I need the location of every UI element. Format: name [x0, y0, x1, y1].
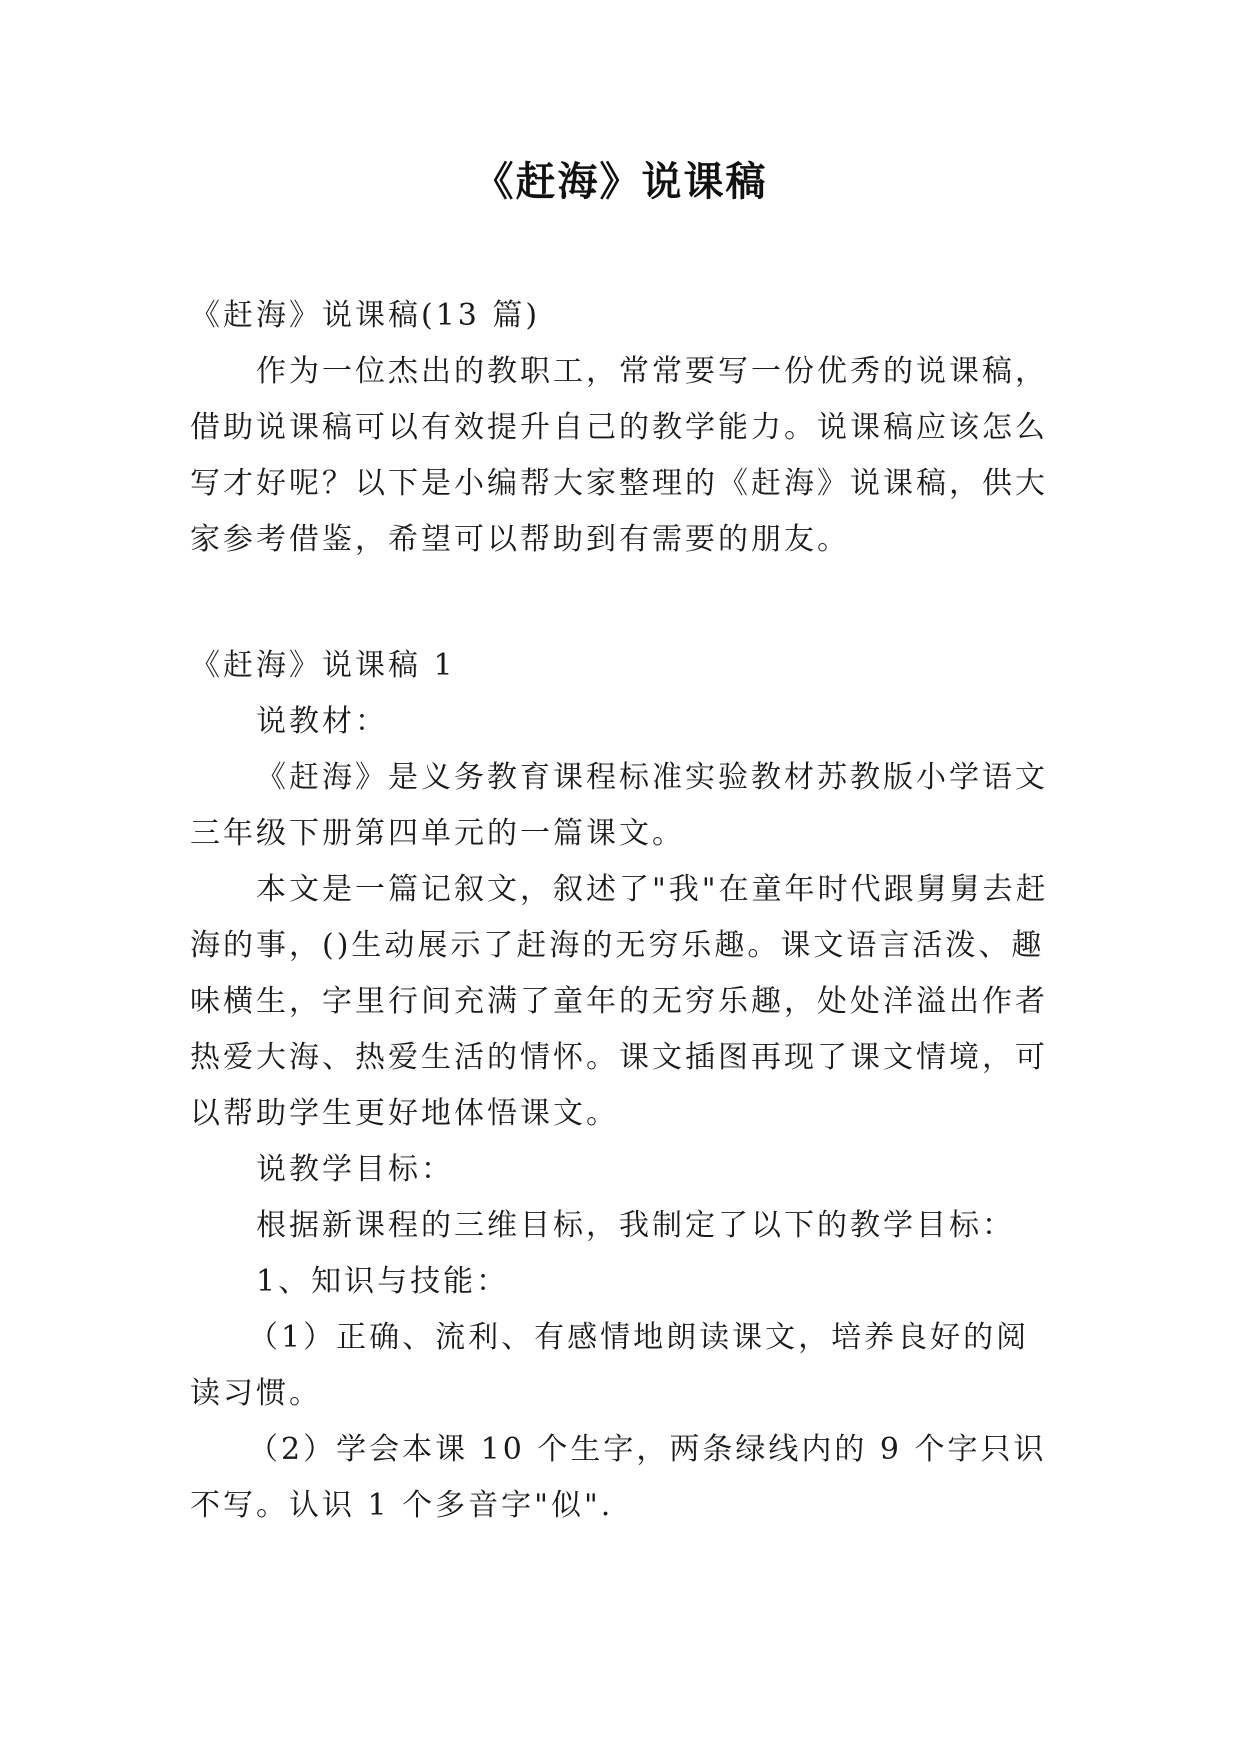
- paragraph-textbook-info: 《赶海》是义务教育课程标准实验教材苏教版小学语文三年级下册第四单元的一篇课文。: [190, 760, 1048, 851]
- paragraph-goals-intro: 根据新课程的三维目标，我制定了以下的教学目标：: [256, 1208, 1015, 1243]
- document-subtitle: 《赶海》说课稿(13 篇): [190, 298, 541, 333]
- intro-paragraph: 作为一位杰出的教职工，常常要写一份优秀的说课稿，借助说课稿可以有效提升自己的教学能力。说课稿应该怎么写才好呢？以下是小编帮大家整理的《赶海》说课稿，供大家参考借鉴，希望可以帮助到有需要的朋友。: [190, 354, 1048, 557]
- section-heading: 《赶海》说课稿 1: [190, 648, 456, 683]
- paragraph-text-summary: 本文是一篇记叙文，叙述了"我"在童年时代跟舅舅去赶海的事，()生动展示了赶海的无穷乐趣。课文语言活泼、趣味横生，字里行间充满了童年的无穷乐趣，处处洋溢出作者热爱大海、热爱生活的情怀。课文插图再现了课文情境，可以帮助学生更好地体悟课文。: [190, 872, 1049, 1131]
- document-body: [190, 288, 1056, 1534]
- document-title: 《赶海》说课稿: [473, 159, 768, 205]
- paragraph-goal-2: （2）学会本课 10 个生字，两条绿线内的 9 个字只识不写。认识 1 个多音字"似".: [190, 1432, 1047, 1523]
- section-spacer: [190, 568, 1056, 638]
- paragraph-textbook-heading: 说教材：: [256, 704, 388, 739]
- paragraph-knowledge-skills: 1、知识与技能：: [256, 1264, 510, 1299]
- paragraph-goal-1: （1）正确、流利、有感情地朗读课文，培养良好的阅读习惯。: [190, 1320, 1030, 1411]
- paragraph-goals-heading: 说教学目标：: [256, 1152, 454, 1187]
